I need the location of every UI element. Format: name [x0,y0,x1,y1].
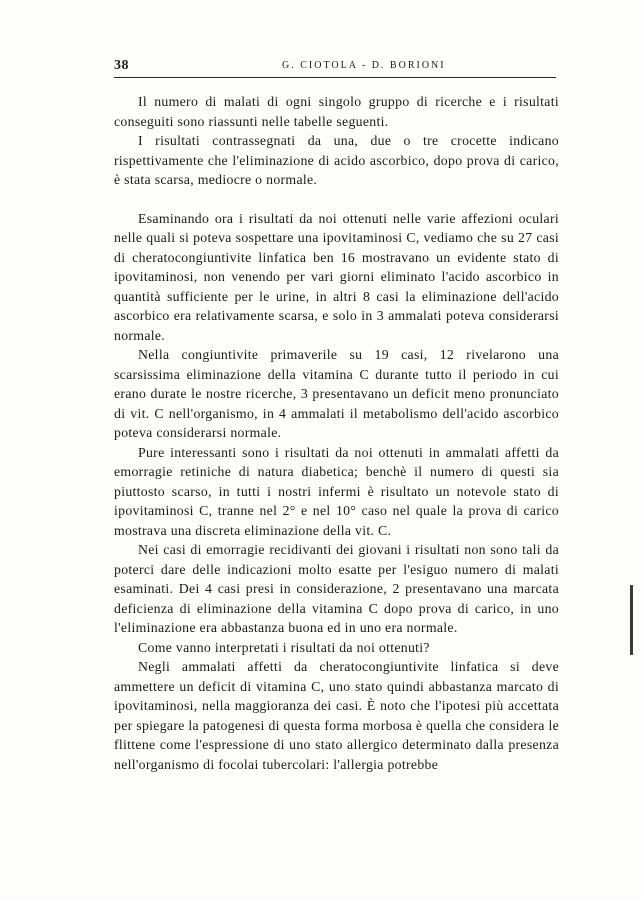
running-head: G. CIOTOLA - D. BORIONI [282,60,446,71]
paragraph: Pure interessanti sono i risultati da noi ottenuti in ammalati affetti da emorragie retiniche di natura diabetica; benchè il numero di questi sia piuttosto scarso, in tutti i nostri infermi è risultato un notevole stato di ipovitaminosi C, tranne nel 2° e nel 10° caso nel quale la prova di carico mostrava una discreta eliminazione della vit. C. [114,444,559,538]
paragraph: I risultati contrassegnati da una, due o tre crocette indicano rispettivamente che l'eliminazione di acido ascorbico, dopo prova di carico, è stata scarsa, mediocre o normale. [114,133,559,187]
paragraph: Il numero di malati di ogni singolo gruppo di ricerche e i risultati conseguiti sono riassunti nelle tabelle seguenti. [114,94,559,129]
paragraph: Nella congiuntivite primaverile su 19 casi, 12 rivelarono una scarsissima eliminazione della vitamina C durante tutto il periodo in cui erano durate le nostre ricerche, 3 presentavano un deficit meno pronunciato di vit. C nell'organismo, in 4 ammalati il metabolismo dell'acido ascorbico poteva considerarsi normale. [114,347,559,440]
paragraph: Nei casi di emorragie recidivanti dei giovani i risultati non sono tali da poterci dare delle indicazioni molto esatte per l'esiguo numero di malati esaminati. Dei 4 casi presi in considerazione, 2 presentavano una marcata deficienza di eliminazione della vitamina C dopo prova di carico, in uno l'eliminazione era abbastanza buona ed in uno era normale. [114,542,559,635]
page-header [114,58,556,76]
body-text [114,92,559,774]
paragraph: Come vanno interpretati i risultati da noi ottenuti? [138,639,430,655]
margin-mark [630,585,633,655]
paragraph: Esaminando ora i risultati da noi ottenuti nelle varie affezioni oculari nelle quali si poteva sospettare una ipovitaminosi C, vediamo che su 27 casi di cheratocongiuntivite linfatica ben 16 mostravano un evidente stato di ipovitaminosi, non venendo per vari giorni eliminato l'acido ascorbico in quantità sufficiente per le urine, in altri 8 casi la eliminazione dell'acido ascorbico era relativamente scarsa, e solo in 3 ammalati poteva considerarsi normale. [114,210,559,343]
header-rule [114,77,556,78]
paragraph: Negli ammalati affetti da cheratocongiuntivite linfatica si deve ammettere un deficit di vitamina C, uno stato quindi abbastanza marcato di ipovitaminosi, nella maggioranza dei casi. È noto che l'ipotesi più accettata per spiegare la patogenesi di questa forma morbosa è quella che considera le flittene come l'espressione di uno stato allergico determinato dalla presenza nell'organismo di focolai tubercolari: l'allergia potrebbe [114,659,559,772]
page-number: 38 [114,58,129,73]
